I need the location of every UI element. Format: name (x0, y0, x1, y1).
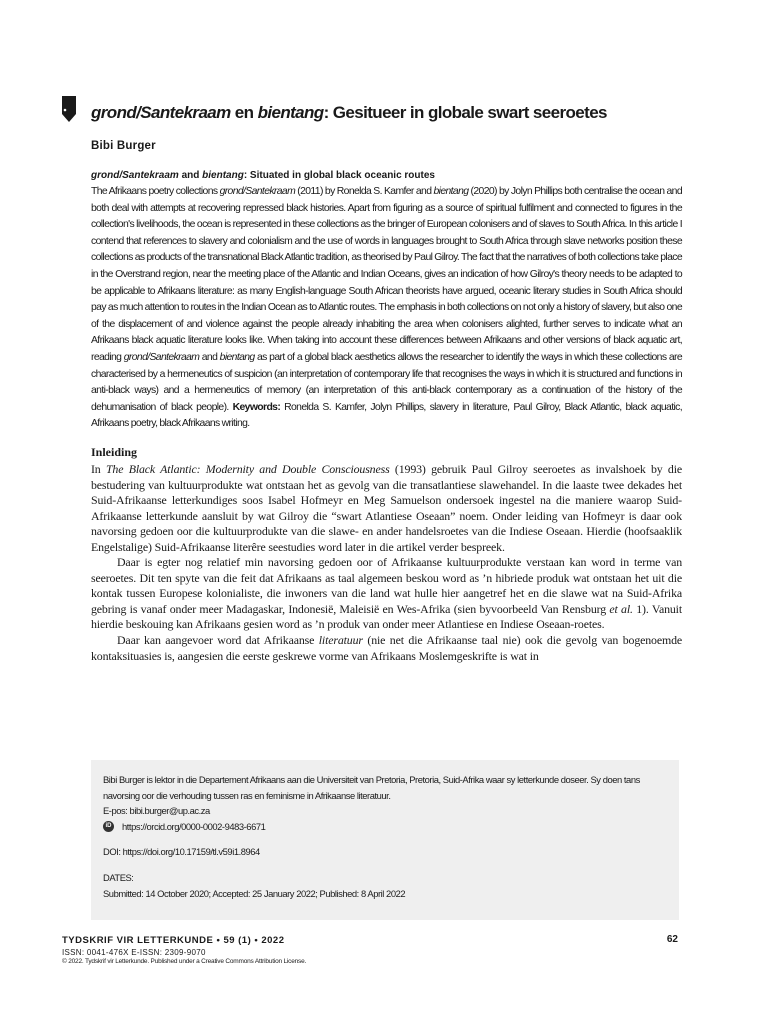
orcid-row (103, 819, 669, 835)
keywords-list: Ronelda S. Kamfer, Jolyn Phillips, slavery in literature, Paul Gilroy, Black Atlantic, black aquatic, Afrikaans poetry, black Afrikaans writing. (91, 401, 682, 430)
section-heading: Inleiding (91, 445, 138, 459)
footer-license: © 2022. Tydskrif vir Letterkunde. Published under a Creative Commons Attribution License. (62, 958, 307, 965)
body-text (91, 462, 682, 728)
abstract-segment: The Afrikaans poetry collections (91, 186, 220, 197)
article-title (91, 103, 731, 123)
abstract-segment: grond/Santekraam (123, 351, 200, 363)
orcid-link[interactable]: https://orcid.org/0000-0002-9483-6671 (122, 820, 266, 832)
abstract-heading-part: : Situated in global black oceanic routes (243, 170, 435, 181)
orcid-icon: iD (103, 821, 114, 832)
body-paragraph (91, 633, 682, 664)
author-bio: Bibi Burger is lektor in die Departement Afrikaans aan die Universiteit van Pretoria, Pretoria, Suid-Afrika waar sy letterkunde doseer. Sy doen tans navorsing oor die verhouding tussen ras en feminisme in Afrikaanse literatuur. (103, 774, 640, 801)
doi-link[interactable]: DOI: https://doi.org/10.17159/tl.v59i1.8964 (103, 846, 260, 858)
abstract-segment: bientang (219, 351, 255, 363)
abstract-segment: and (199, 351, 220, 363)
author-email[interactable]: E-pos: bibi.burger@up.ac.za (103, 805, 210, 817)
footer-issn: ISSN: 0041-476X E-ISSN: 2309-9070 (62, 948, 206, 957)
spacer (103, 860, 669, 870)
body-segment: et al. (609, 601, 633, 616)
body-segment: Daar is egter nog relatief min navorsing gedoen oor of Afrikaanse kultuurprodukte verstaan kan word in terme van seeroetes. Dit ten spyte van die feit dat Afrikaans as taal algemeen beskou word as ’n hibriede produk wat ontstaan het uit die kontak tussen Europese kolonialiste, die inwoners van die land wat hulle hier aangetref het en die slawe wat na Suid-Afrika gebring is vanaf onder meer Madagaskar, Indonesië, Maleisië en Wes-Afrika (sien byvoorbeeld Van Rensburg (91, 555, 682, 616)
title-part: en (230, 103, 258, 122)
abstract-heading-part: bientang (202, 170, 244, 181)
spacer (103, 834, 669, 844)
title-part: grond/Santekraam (91, 103, 231, 122)
article-marker-icon (62, 96, 76, 122)
abstract-segment: grond/Santekraam (219, 186, 296, 197)
abstract-heading-part: and (178, 170, 203, 181)
body-segment: 1). Vanuit hierdie beskouing kan Afrikaans gesien word as ’n produk van onder meer Atlantiese en Indiese Oseaan-roetes. (91, 601, 682, 632)
abstract-heading (91, 170, 691, 181)
abstract-segment: as part of a global black aesthetics allows the researcher to identify the ways in which these collections are characterised by a hermeneutics of suspicion (an interpretation of contemporary life that recognises the ways in which it is structured and functions in anti-black ways) and a hermeneutics of memory (an interpretation of this anti-black contemporary as a continuation of the history of the dehumanisation of black people). (91, 351, 682, 413)
author-name: Bibi Burger (91, 140, 156, 152)
body-segment: (1993) gebruik Paul Gilroy seeroetes as invalshoek by die bestudering van kultuurprodukte wat ontstaan het as gevolg van die transatlantiese slawehandel. In die laaste twee dekades het Suid-Afrikaanse letterkundiges soos Isabel Hofmeyr en Meg Samuelson ondersoek ingestel na die maniere waarop Suid-Afrikaanse letterkunde aansluit by wat Gilroy die “swart Atlantiese Oseaan” noem. Onder leiding van Hofmeyr is daar ook navorsing gedoen oor die kultuurprodukte van die slawe- en ander handelsroetes van die Indiese Oseaan. Hierdie (hoofsaaklik Engelstalige) Suid-Afrikaanse literêre seestudies word later in die artikel verder bespreek. (91, 462, 682, 554)
body-segment: Daar kan aangevoer word dat Afrikaanse (117, 633, 319, 648)
author-info-content (103, 772, 669, 901)
body-segment: In (91, 462, 106, 476)
author-info-box (91, 760, 679, 920)
footer-journal: TYDSKRIF VIR LETTERKUNDE • 59 (1) • 2022 (62, 935, 285, 946)
abstract-text (91, 184, 682, 433)
abstract-segment: bientang (433, 186, 469, 197)
body-paragraph (91, 555, 682, 633)
page-number: 62 (666, 934, 678, 945)
body-segment: The Black Atlantic: Modernity and Double Consciousness (105, 462, 390, 476)
dates-label: DATES: (103, 871, 134, 883)
body-segment: literatuur (318, 633, 363, 648)
body-segment: (nie net die Afrikaanse taal nie) ook die gevolg van bogenoemde kontaksituasies is, aangesien die eerste geskrewe vorme van Afrikaans Moslemgeskrifte is wat in (91, 633, 682, 663)
abstract-segment: (2011) by Ronelda S. Kamfer and (295, 186, 434, 197)
abstract-segment: (2020) by Jolyn Phillips both centralise the ocean and both deal with attempts at recovering repressed black histories. Apart from figuring as a source of spiritual fulfilment and connected to figures in the collection's livelihoods, the ocean is represented in these collections as the bringer of European colonisers and of slaves to South Africa. In this article I contend that references to slavery and colonialism and the use of words in languages brought to South Africa through slave networks position these collections as products of the transnational Black Atlantic tradition, as theorised by Paul Gilroy. The fact that the narratives of both collections take place in the Overstrand region, near the meeting place of the Atlantic and Indian Oceans, gives an indication of how Gilroy's theory needs to be adapted to be applicable to Afrikaans literature: as many English-language South African theorists have argued, oceanic literary studies in South Africa should pay as much attention to routes in the Indian Ocean as to Atlantic routes. The emphasis in both collections on not only a history of slavery, but also one of the displacement of and violence against the people already inhabiting the area when colonisers alighted, further serves to indicate what an Afrikaans black aquatic literature looks like. When taking into account these differences between Afrikaans and other versions of black aquatic art, reading (91, 186, 682, 363)
keywords-label: Keywords: (232, 401, 281, 413)
body-paragraph (91, 462, 682, 555)
publication-dates: Submitted: 14 October 2020; Accepted: 25 January 2022; Published: 8 April 2022 (103, 887, 406, 899)
title-part: : Gesitueer in globale swart seeroetes (323, 103, 607, 122)
title-part: bientang (257, 103, 324, 122)
abstract-heading-part: grond/Santekraam (91, 170, 179, 181)
